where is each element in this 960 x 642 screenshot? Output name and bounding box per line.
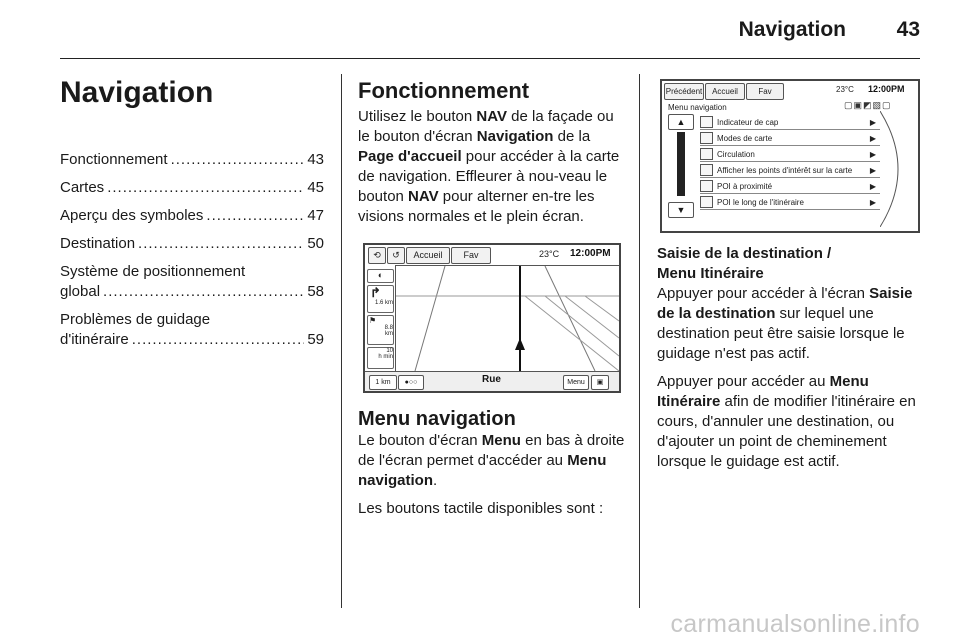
turn-distance: 1.6 km <box>374 300 393 306</box>
map-mode-icon <box>700 132 713 144</box>
toc-leader <box>171 150 305 170</box>
menu-item-label: Modes de carte <box>717 134 773 143</box>
voice-icon: ↺ <box>387 247 405 264</box>
minutes-unit: min <box>383 354 393 360</box>
toc-entry[interactable] <box>60 234 324 254</box>
toc-entry[interactable] <box>60 178 324 198</box>
scroll-up-icon: ▲ <box>668 114 694 130</box>
toc-leader <box>132 330 305 350</box>
toc-label: Cartes <box>60 179 105 196</box>
toc-label-line1: Problèmes de guidage <box>60 311 211 328</box>
text-run: pour alterner en-tre les visions normales et le plein écran. <box>358 188 595 225</box>
menu-item-label: Circulation <box>717 150 755 159</box>
paragraph: Les boutons tactile disponibles sont : <box>358 500 604 517</box>
nearby-poi-icon <box>700 180 713 192</box>
zoom-icon: ◐ <box>367 269 394 283</box>
clock: 12:00PM <box>570 248 611 259</box>
destination-distance: 8.8 <box>384 325 393 331</box>
traffic-icon <box>700 148 713 160</box>
section-heading: Menu navigation <box>358 408 516 430</box>
toc-label: Aperçu des symboles <box>60 207 204 224</box>
toc-label: Fonctionnement <box>60 151 168 168</box>
paragraph <box>358 431 630 491</box>
column-divider-left <box>341 74 342 608</box>
toc-page: 58 <box>307 283 324 300</box>
navigation-map-screen-image <box>363 243 621 393</box>
scale-button: 1 km <box>369 375 397 390</box>
page-number: 43 <box>896 18 920 41</box>
paragraph <box>657 284 925 364</box>
turn-right-icon: ↱ <box>370 285 381 300</box>
chevron-right-icon: ▶ <box>869 166 876 175</box>
toc-entry[interactable] <box>60 310 324 350</box>
hours-unit: h <box>378 354 382 360</box>
scroll-thumb <box>677 132 685 196</box>
accueil-button: Accueil <box>705 83 745 100</box>
text-run: sur lequel une destination peut être saisie lorsque le guidage n'est pas actif. <box>657 305 905 362</box>
chevron-right-icon: ▶ <box>869 150 876 159</box>
text-run: de la <box>553 128 591 145</box>
chevron-right-icon: ▶ <box>869 118 876 127</box>
toc-label-line1: Système de positionnement <box>60 263 246 280</box>
street-name: Rue <box>482 374 501 385</box>
bold-term: NAV <box>408 188 439 205</box>
toc-label: Destination <box>60 235 136 252</box>
section-menu-navigation <box>358 407 630 527</box>
bold-term: Menu <box>481 432 521 449</box>
side-road <box>565 296 619 338</box>
bold-term: Page d'accueil <box>358 148 462 165</box>
menu-item-poi-itineraire <box>700 196 880 210</box>
precedent-button: Précédent <box>664 83 704 100</box>
menu-item-circulation <box>700 148 880 162</box>
map-bottom-bar <box>365 371 619 392</box>
watermark: carmanualsonline.info <box>670 610 920 638</box>
table-of-contents <box>60 150 324 358</box>
fav-button: Fav <box>451 247 491 264</box>
text-run: en bas à droite de l'écran permet d'accéder au <box>358 432 625 469</box>
menu-navigation-screen-image <box>660 79 920 233</box>
poi-icon <box>700 164 713 176</box>
menu-item-label: POI à proximité <box>717 182 773 191</box>
destination-flag-icon: ⚑ <box>369 316 377 325</box>
toc-page: 45 <box>307 179 324 196</box>
time-to-destination <box>367 347 394 369</box>
menu-screen-title: Menu navigation <box>668 103 727 112</box>
accueil-button: Accueil <box>406 247 450 264</box>
column-divider-right <box>639 74 640 608</box>
status-icons: ▢▣◩▧▢ <box>844 100 892 110</box>
toc-page: 59 <box>307 331 324 348</box>
map-roads <box>395 266 619 371</box>
menu-item-label: POI le long de l'itinéraire <box>717 198 804 207</box>
bold-term: NAV <box>476 108 507 125</box>
toc-label: d'itinéraire <box>60 331 129 348</box>
paragraph <box>358 107 628 227</box>
heading-icon <box>700 116 713 128</box>
route-poi-icon <box>700 196 713 208</box>
map-top-bar <box>365 245 619 266</box>
section-fonctionnement <box>358 78 628 235</box>
menu-item-afficher-poi <box>700 164 880 178</box>
bold-term: Navigation <box>476 128 554 145</box>
bold-term: Menu Itinéraire <box>657 373 869 410</box>
distance-to-destination <box>367 315 394 345</box>
clock: 12:00PM <box>868 84 905 94</box>
header-rule <box>60 58 920 59</box>
toc-page: 50 <box>307 235 324 252</box>
paragraph <box>657 372 925 472</box>
menu-item-poi-proximite <box>700 180 880 194</box>
bold-term: Saisie de la destination <box>657 285 913 322</box>
text-run: . <box>433 472 438 489</box>
chevron-right-icon: ▶ <box>869 198 876 207</box>
section-saisie-destination <box>657 244 925 480</box>
menu-item-indicateur-de-cap <box>700 116 880 130</box>
side-road <box>525 296 619 371</box>
toc-leader <box>103 282 304 302</box>
text-run: afin de modifier l'itinéraire en cours, d'annuler une destination, ou d'ajouter un point de cheminement lorsque le guidage est actif. <box>657 393 916 470</box>
side-road <box>585 296 619 321</box>
road-edge <box>415 266 445 371</box>
toc-leader <box>138 234 304 254</box>
toc-leader <box>206 206 304 226</box>
temperature: 23°C <box>539 249 560 259</box>
subsection-heading-line2: Menu Itinéraire <box>657 265 764 282</box>
refresh-icon: ⟲ <box>368 247 386 264</box>
text-run: Appuyer pour accéder au <box>657 373 830 390</box>
chevron-right-icon: ▶ <box>869 182 876 191</box>
map-mode-icon: ●○○ <box>398 375 424 390</box>
chevron-right-icon: ▶ <box>869 134 876 143</box>
text-run: pour accéder à la carte de navigation. Effleurer à nou-veau le bouton <box>358 148 620 205</box>
text-run: Utilisez le bouton <box>358 108 477 125</box>
menu-item-label: Afficher les points d'intérêt sur la carte <box>717 166 853 175</box>
text-run: de la façade ou le bouton d'écran <box>358 108 614 145</box>
text-run: Le bouton d'écran <box>358 432 482 449</box>
section-heading: Fonctionnement <box>358 78 530 103</box>
screen-curved-edge <box>880 111 916 227</box>
toc-page: 43 <box>307 151 324 168</box>
scroll-control <box>668 114 694 226</box>
next-turn-panel <box>367 285 394 313</box>
text-run: Appuyer pour accéder à l'écran <box>657 285 870 302</box>
menu-item-modes-de-carte <box>700 132 880 146</box>
toc-entry[interactable] <box>60 206 324 226</box>
toc-leader <box>107 178 304 198</box>
toc-entry[interactable] <box>60 150 324 170</box>
running-header-title: Navigation <box>738 18 846 41</box>
subsection-heading-line1: Saisie de la destination / <box>657 245 832 262</box>
scroll-down-icon: ▼ <box>668 202 694 218</box>
fav-button: Fav <box>746 83 784 100</box>
chapter-title: Navigation <box>60 76 214 109</box>
toc-entry[interactable] <box>60 262 324 302</box>
map-side-panel <box>365 265 396 371</box>
side-road <box>545 296 619 356</box>
bold-term: Menu navigation <box>358 452 607 489</box>
toc-label: global <box>60 283 101 300</box>
destination-distance-unit: km <box>385 331 393 337</box>
vehicle-position-icon <box>515 338 525 350</box>
toc-page: 47 <box>307 207 324 224</box>
travel-time: 10 <box>386 348 393 354</box>
menu-button: Menu <box>563 375 589 390</box>
split-screen-icon: ▣ <box>591 375 609 390</box>
temperature: 23°C <box>836 85 854 94</box>
menu-item-label: Indicateur de cap <box>717 118 779 127</box>
